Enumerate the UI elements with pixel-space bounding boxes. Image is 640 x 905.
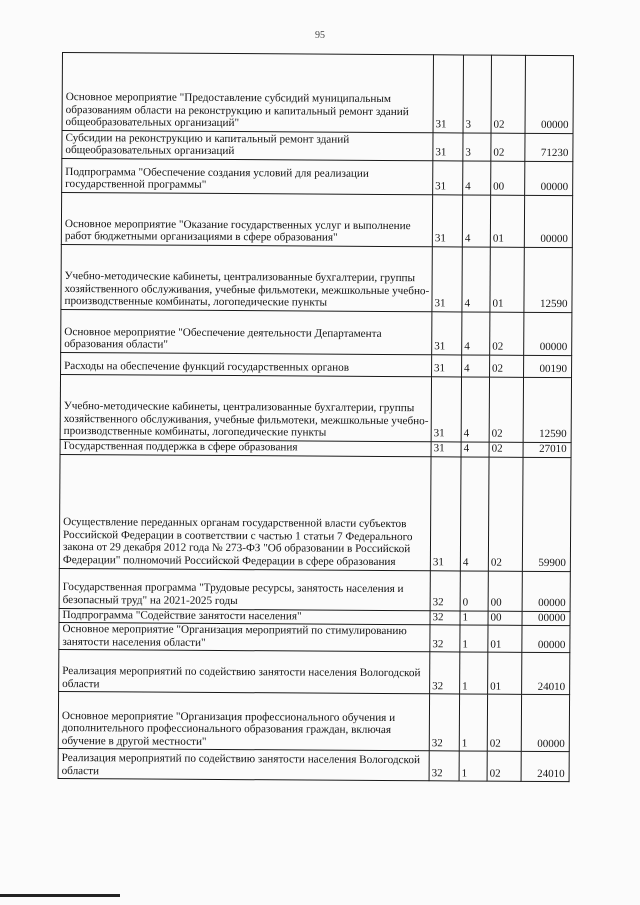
program-code: 31 bbox=[433, 133, 463, 161]
table-row bbox=[60, 374, 571, 442]
activity-code: 02 bbox=[490, 355, 524, 377]
footer-line bbox=[0, 894, 120, 897]
subprogram-code: 1 bbox=[460, 611, 488, 626]
activity-code: 02 bbox=[491, 133, 525, 161]
direction-code: 00000 bbox=[522, 611, 570, 626]
activity-code: 02 bbox=[487, 694, 521, 751]
subprogram-code: 1 bbox=[459, 751, 487, 781]
program-code: 31 bbox=[432, 247, 462, 312]
row-description: Расходы на обеспечение функций государственных органов bbox=[61, 352, 432, 376]
program-code: 32 bbox=[430, 652, 460, 694]
activity-code: 02 bbox=[487, 751, 521, 781]
activity-code: 02 bbox=[489, 377, 523, 442]
row-description: Субсидии на реконструкцию и капитальный ремонт зданий общеобразовательных организаций bbox=[62, 131, 433, 161]
subprogram-code: 1 bbox=[460, 652, 488, 694]
direction-code: 24010 bbox=[521, 752, 569, 782]
activity-code: 01 bbox=[490, 247, 524, 312]
table-row bbox=[59, 623, 570, 653]
table-row bbox=[62, 159, 573, 196]
page-number: 95 bbox=[315, 30, 325, 41]
activity-code: 01 bbox=[488, 652, 522, 694]
subprogram-code: 4 bbox=[462, 195, 490, 247]
direction-code: 00000 bbox=[522, 571, 570, 611]
table-row bbox=[59, 650, 570, 695]
activity-code: 02 bbox=[491, 55, 525, 133]
subprogram-code: 1 bbox=[460, 625, 488, 652]
row-description: Подпрограмма "Обеспечение создания условий для реализации государственной программы" bbox=[62, 159, 433, 195]
activity-code: 02 bbox=[490, 312, 524, 355]
subprogram-code: 3 bbox=[463, 55, 491, 133]
row-description: Подпрограмма "Содействие занятости населения" bbox=[59, 608, 430, 625]
direction-code: 00000 bbox=[525, 161, 573, 195]
program-code: 31 bbox=[430, 456, 461, 570]
direction-code: 59900 bbox=[522, 457, 571, 571]
row-description: Осуществление переданных органам государственной власти субъектов Российской Федерации в соответствии с частью 1 статьи 7 Федерального закона от 29 декабря 2012 года № 273-ФЗ "Об образовании в Российской Федерации" полномочий Российской Федерации в сфере образования bbox=[59, 454, 431, 570]
activity-code: 00 bbox=[488, 611, 522, 626]
program-code: 31 bbox=[432, 195, 462, 247]
activity-code: 01 bbox=[488, 625, 522, 652]
direction-code: 00000 bbox=[521, 695, 569, 752]
direction-code: 12590 bbox=[523, 377, 571, 442]
subprogram-code: 4 bbox=[462, 312, 490, 355]
program-code: 31 bbox=[432, 312, 462, 355]
activity-code: 00 bbox=[488, 571, 522, 611]
subprogram-code: 1 bbox=[459, 694, 487, 751]
table-row bbox=[61, 244, 572, 312]
subprogram-code: 4 bbox=[460, 457, 489, 571]
direction-code: 00000 bbox=[522, 626, 570, 653]
activity-code: 01 bbox=[490, 195, 524, 247]
row-description: Основное мероприятие "Предоставление субсидий муниципальным образованиям области на реконструкцию и капитальный ремонт зданий общеобразовательных организаций" bbox=[62, 53, 433, 133]
row-description: Государственная программа "Трудовые ресурсы, занятость населения и безопасный труд" на 2021-2025 годы bbox=[59, 568, 430, 610]
program-code: 32 bbox=[429, 751, 459, 781]
table-body bbox=[58, 53, 573, 782]
subprogram-code: 3 bbox=[463, 133, 491, 161]
row-description: Основное мероприятие "Обеспечение деятельности Департамента образования области" bbox=[61, 309, 432, 354]
direction-code: 27010 bbox=[523, 442, 571, 457]
row-description: Государственная поддержка в сфере образования bbox=[60, 439, 431, 456]
table-row bbox=[58, 749, 569, 782]
program-code: 32 bbox=[430, 610, 460, 625]
budget-classification-table bbox=[58, 52, 574, 782]
table-row bbox=[62, 53, 573, 134]
program-code: 31 bbox=[433, 55, 463, 133]
row-description: Основное мероприятие "Оказание государственных услуг и выполнение работ бюджетными организациями в сфере образования" bbox=[61, 193, 432, 247]
direction-code: 00190 bbox=[524, 355, 572, 377]
subprogram-code: 4 bbox=[461, 442, 489, 457]
activity-code: 02 bbox=[488, 457, 523, 571]
program-code: 31 bbox=[432, 355, 462, 377]
row-description: Учебно-методические кабинеты, централизованные бухгалтерии, группы хозяйственного обслуживания, учебные фильмотеки, межшкольные учебно-производственные комбинаты, логопедические пункты bbox=[60, 374, 431, 441]
table-row bbox=[59, 568, 570, 611]
direction-code: 71230 bbox=[525, 133, 573, 161]
subprogram-code: 4 bbox=[463, 161, 491, 195]
row-description: Реализация мероприятий по содействию занятости населения Вологодской области bbox=[58, 749, 429, 781]
subprogram-code: 0 bbox=[460, 571, 488, 611]
program-code: 32 bbox=[430, 570, 460, 610]
program-code: 31 bbox=[431, 442, 461, 457]
direction-code: 00000 bbox=[524, 312, 572, 355]
direction-code: 00000 bbox=[525, 55, 573, 133]
direction-code: 12590 bbox=[524, 247, 572, 312]
table-row bbox=[62, 131, 573, 162]
table-row bbox=[61, 193, 572, 248]
row-description: Основное мероприятие "Организация профессионального обучения и дополнительного профессионального образования граждан, включая обучение в другой местности" bbox=[58, 692, 429, 751]
direction-code: 00000 bbox=[524, 195, 572, 247]
program-code: 32 bbox=[429, 694, 459, 751]
subprogram-code: 4 bbox=[461, 377, 489, 442]
table-row bbox=[61, 309, 572, 355]
program-code: 31 bbox=[431, 377, 461, 442]
subprogram-code: 4 bbox=[462, 247, 490, 312]
activity-code: 02 bbox=[489, 442, 523, 457]
row-description: Реализация мероприятий по содействию занятости населения Вологодской области bbox=[59, 650, 430, 694]
program-code: 31 bbox=[433, 161, 463, 195]
row-description: Основное мероприятие "Организация мероприятий по стимулированию занятости населения области" bbox=[59, 623, 430, 652]
table-row bbox=[61, 352, 572, 377]
table-row bbox=[58, 692, 569, 752]
subprogram-code: 4 bbox=[462, 355, 490, 377]
row-description: Учебно-методические кабинеты, централизованные бухгалтерии, группы хозяйственного обслуживания, учебные фильмотеки, межшкольные учебно-производственные комбинаты, логопедические пункты bbox=[61, 244, 432, 311]
table-row bbox=[59, 454, 571, 571]
activity-code: 00 bbox=[491, 161, 525, 195]
program-code: 32 bbox=[430, 625, 460, 652]
direction-code: 24010 bbox=[522, 653, 570, 695]
